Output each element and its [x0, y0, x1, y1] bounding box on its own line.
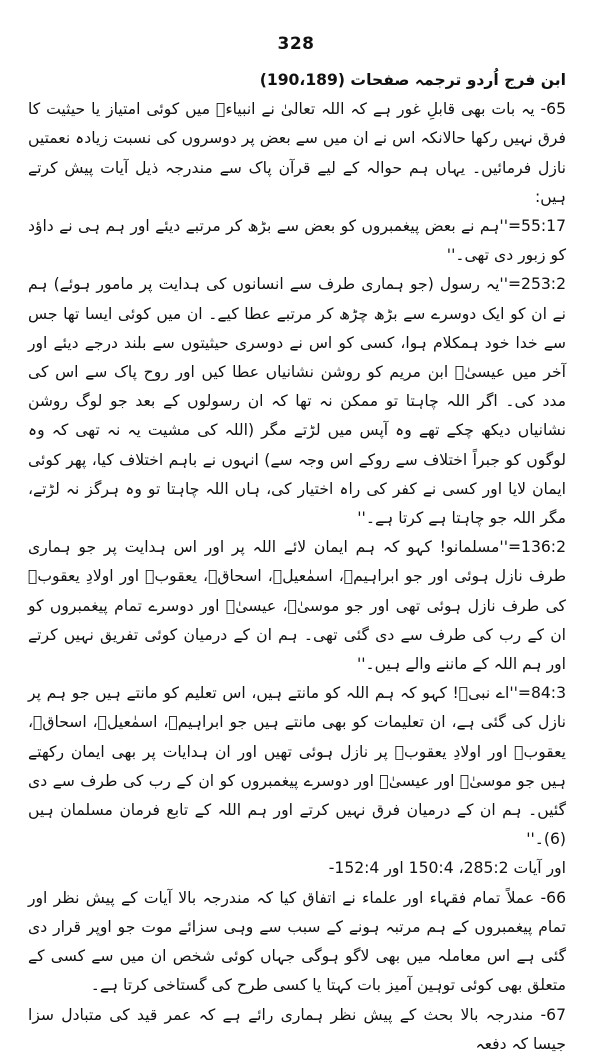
verse-55-17: 55:17=''ہم نے بعض پیغمبروں کو بعض سے بڑھ کر مرتبے دیئے اور ہم ہی نے داؤد کو زبور دی تھی۔''	[28, 217, 566, 265]
additional-verses: اور آیات 285:2، 150:4 اور 152:4-	[328, 859, 566, 878]
verse-84-3: 84:3=''اے نبیؐ! کہو کہ ہم اللہ کو مانتے ہیں، اس تعلیم کو مانتے ہیں جو ہم پر نازل کی گئی ہے، ان تعلیمات کو بھی مانتے ہیں جو ابراہیمؑ، اسمٰعیلؑ، اسحاقؑ، یعقوبؑ اور اولادِ یعقوبؑ پر نازل ہوئی تھیں اور ان ہدایات پر بھی ایمان رکھتے ہیں جو موسیٰؑ اور عیسیٰؑ اور دوسرے پیغمبروں کو ان کے رب کی طرف سے دی گئیں۔ ہم ان کے درمیان فرق نہیں کرتے اور ہم اللہ کے تابع فرمان مسلمان ہیں (6)۔''	[28, 684, 566, 849]
page-number: 328	[277, 34, 315, 54]
paragraph-65: 65- یہ بات بھی قابلِ غور ہے کہ اللہ تعالیٰ نے انبیاءؑ میں کوئی امتیاز یا حیثیت کا فرق نہیں رکھا حالانکہ اس نے ان میں سے بعض پر دوسروں کی نسبت زیادہ نعمتیں نازل فرمائیں۔ یہاں ہم حوالہ کے لیے قرآن پاک سے مندرجہ ذیل آیات پیش کرتے ہیں:	[28, 100, 566, 206]
source-reference: ابن فرج اُردو ترجمہ صفحات (190،189)	[259, 71, 566, 89]
page-body	[28, 66, 566, 1059]
verse-136-2: 136:2=''مسلمانو! کہو کہ ہم ایمان لائے اللہ پر اور اس ہدایت پر جو ہماری طرف نازل ہوئی اور جو ابراہیمؑ، اسمٰعیلؑ، اسحاقؑ، یعقوبؑ اور اولادِ یعقوبؑ کی طرف نازل ہوئی تھی اور جو موسیٰؑ، عیسیٰؑ اور دوسرے تمام پیغمبروں کو ان کے رب کی طرف سے دی گئی تھی۔ ہم ان کے درمیان کوئی تفریق نہیں کرتے اور ہم اللہ کے ماننے والے ہیں۔''	[28, 538, 566, 674]
paragraph-66: 66- عملاً تمام فقہاء اور علماء نے اتفاق کیا کہ مندرجہ بالا آیات کے پیش نظر اور تمام پیغمبروں کے ہم مرتبہ ہونے کے سبب سے وہی سزائے موت جو اوپر قرار دی گئی ہے اس معاملہ میں بھی لاگو ہوگی جہاں کوئی شخص ان میں سے کسی کے متعلق بھی کوئی توہین آمیز بات کہتا یا کسی طرح کی گستاخی کرتا ہے۔	[28, 888, 566, 995]
paragraph-67: 67- مندرجہ بالا بحث کے پیش نظر ہماری رائے ہے کہ عمر قید کی متبادل سزا جیسا کہ دفعہ	[28, 1005, 566, 1053]
verse-253-2: 253:2=''یہ رسول (جو ہماری طرف سے انسانوں کی ہدایت پر مامور ہوئے) ہم نے ان کو ایک دوسرے سے بڑھ چڑھ کر مرتبے عطا کیے۔ ان میں کوئی ایسا تھا جس سے خدا خود ہمکلام ہوا، کسی کو اس نے دوسری حیثیتوں سے بلند درجے دیئے اور آخر میں عیسیٰؑ ابن مریم کو روشن نشانیاں عطا کیں اور روح پاک سے اس کی مدد کی۔ اگر اللہ چاہتا تو ممکن نہ تھا کہ ان رسولوں کے بعد جو لوگ روشن نشانیاں دیکھ چکے تھے وہ آپس میں لڑتے مگر (اللہ کی مشیت یہ نہ تھی کہ وہ لوگوں کو جبراً اختلاف سے روکے اس وجہ سے) انہوں نے باہم اختلاف کیا، پھر کوئی ایمان لایا اور کسی نے کفر کی راہ اختیار کی، ہاں اللہ چاہتا تو وہ ہرگز نہ لڑتے، مگر اللہ جو چاہتا ہے کرتا ہے۔''	[28, 275, 566, 528]
